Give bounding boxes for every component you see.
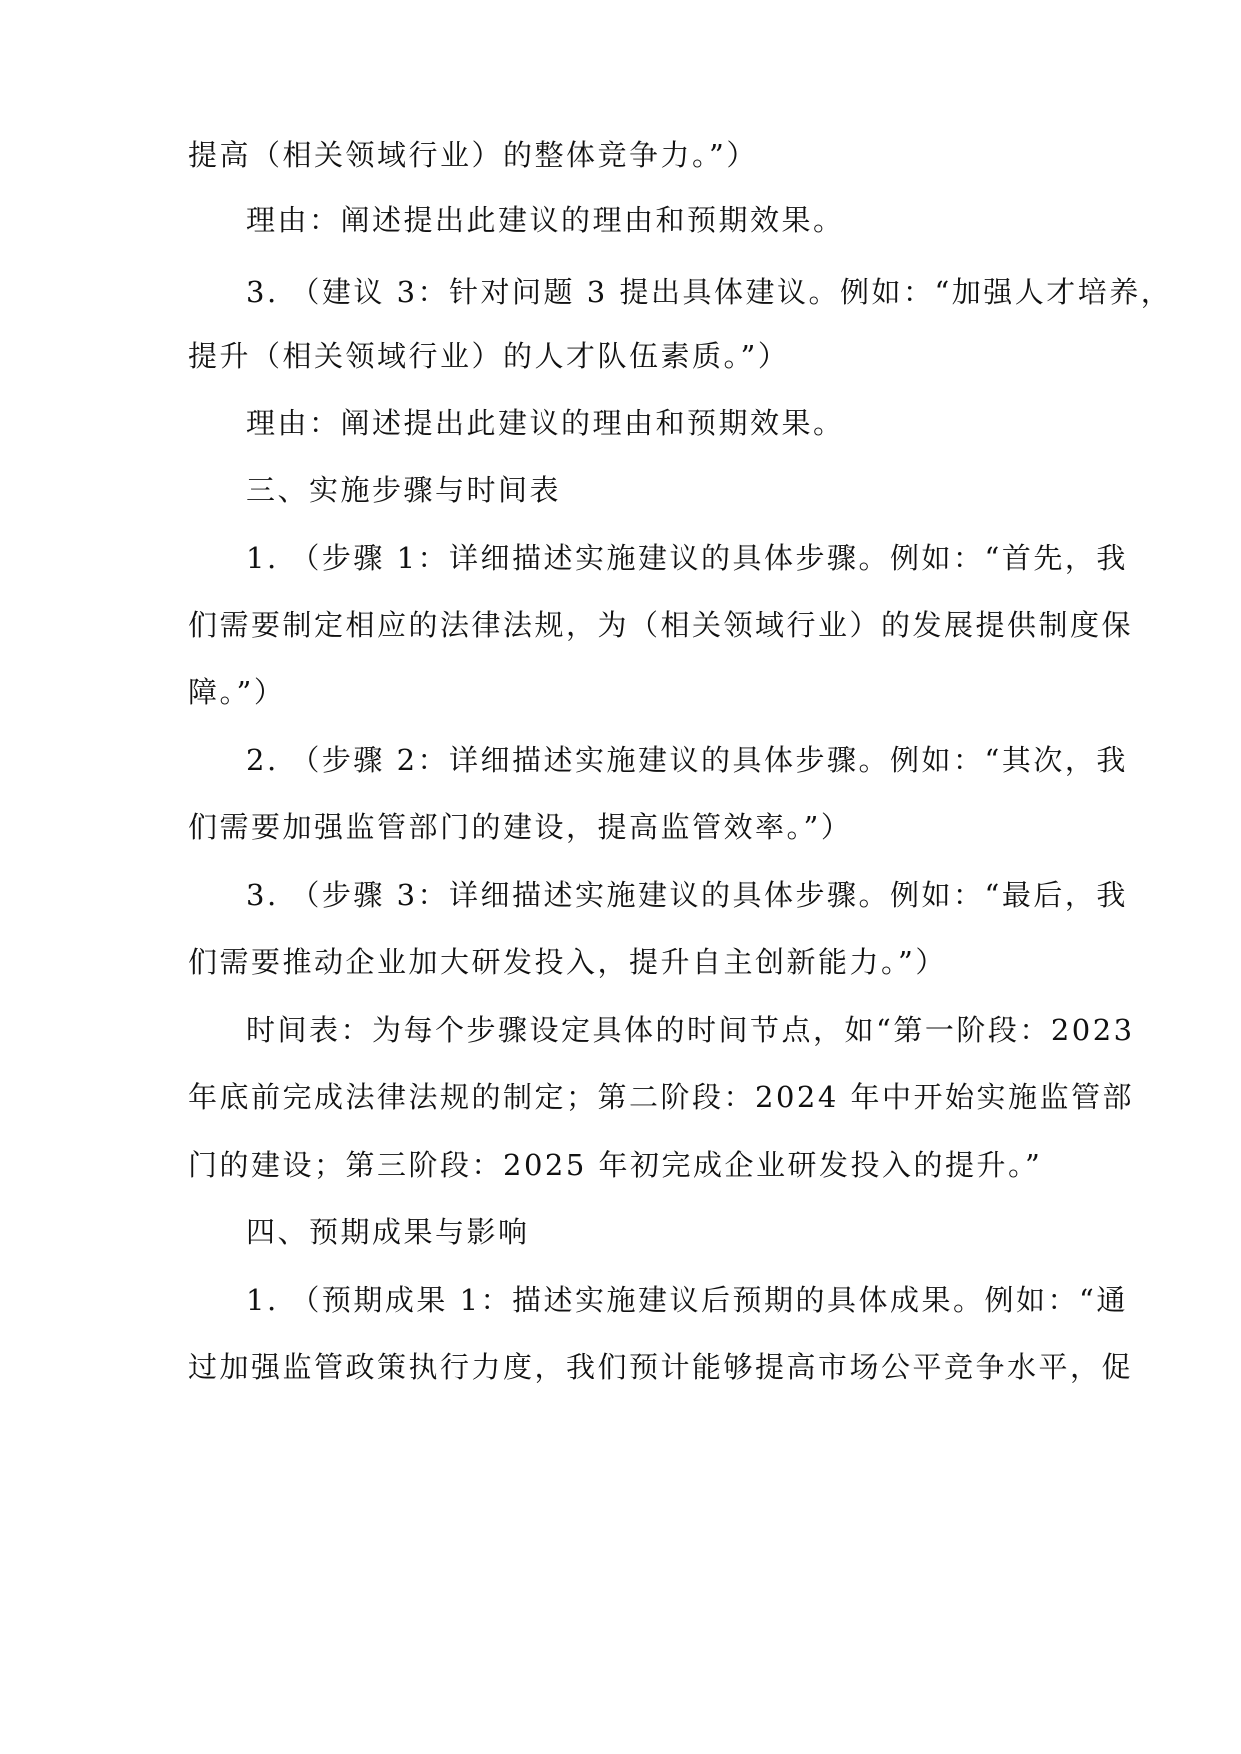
paragraph-line: 年底前完成法律法规的制定；第二阶段：2024 年中开始实施监管部 — [188, 1080, 1135, 1114]
paragraph-line: 2. （步骤 2：详细描述实施建议的具体步骤。例如：“其次，我 — [246, 743, 1128, 777]
paragraph-line: 门的建设；第三阶段：2025 年初完成企业研发投入的提升。” — [188, 1148, 1043, 1182]
paragraph-line: 3. （步骤 3：详细描述实施建议的具体步骤。例如：“最后，我 — [246, 878, 1128, 912]
section-heading: 四、预期成果与影响 — [246, 1215, 530, 1249]
paragraph-line: 时间表：为每个步骤设定具体的时间节点，如“第一阶段：2023 — [246, 1013, 1135, 1047]
paragraph-line: 3. （建议 3：针对问题 3 提出具体建议。例如：“加强人才培养， — [246, 275, 1173, 309]
paragraph-line: 们需要制定相应的法律法规，为（相关领域行业）的发展提供制度保 — [188, 608, 1134, 642]
paragraph-line: 提高（相关领域行业）的整体竞争力。”） — [188, 138, 758, 172]
paragraph-line: 理由：阐述提出此建议的理由和预期效果。 — [246, 406, 845, 440]
paragraph-line: 们需要加强监管部门的建设，提高监管效率。”） — [188, 810, 853, 844]
paragraph-line: 提升（相关领域行业）的人才队伍素质。”） — [188, 339, 790, 373]
paragraph-line: 1. （步骤 1：详细描述实施建议的具体步骤。例如：“首先，我 — [246, 541, 1128, 575]
paragraph-line: 理由：阐述提出此建议的理由和预期效果。 — [246, 203, 845, 237]
paragraph-line: 们需要推动企业加大研发投入，提升自主创新能力。”） — [188, 945, 947, 979]
paragraph-line: 过加强监管政策执行力度，我们预计能够提高市场公平竞争水平，促 — [188, 1350, 1134, 1384]
section-heading: 三、实施步骤与时间表 — [246, 473, 562, 507]
paragraph-line: 障。”） — [188, 675, 286, 709]
paragraph-line: 1. （预期成果 1：描述实施建议后预期的具体成果。例如：“通 — [246, 1283, 1128, 1317]
